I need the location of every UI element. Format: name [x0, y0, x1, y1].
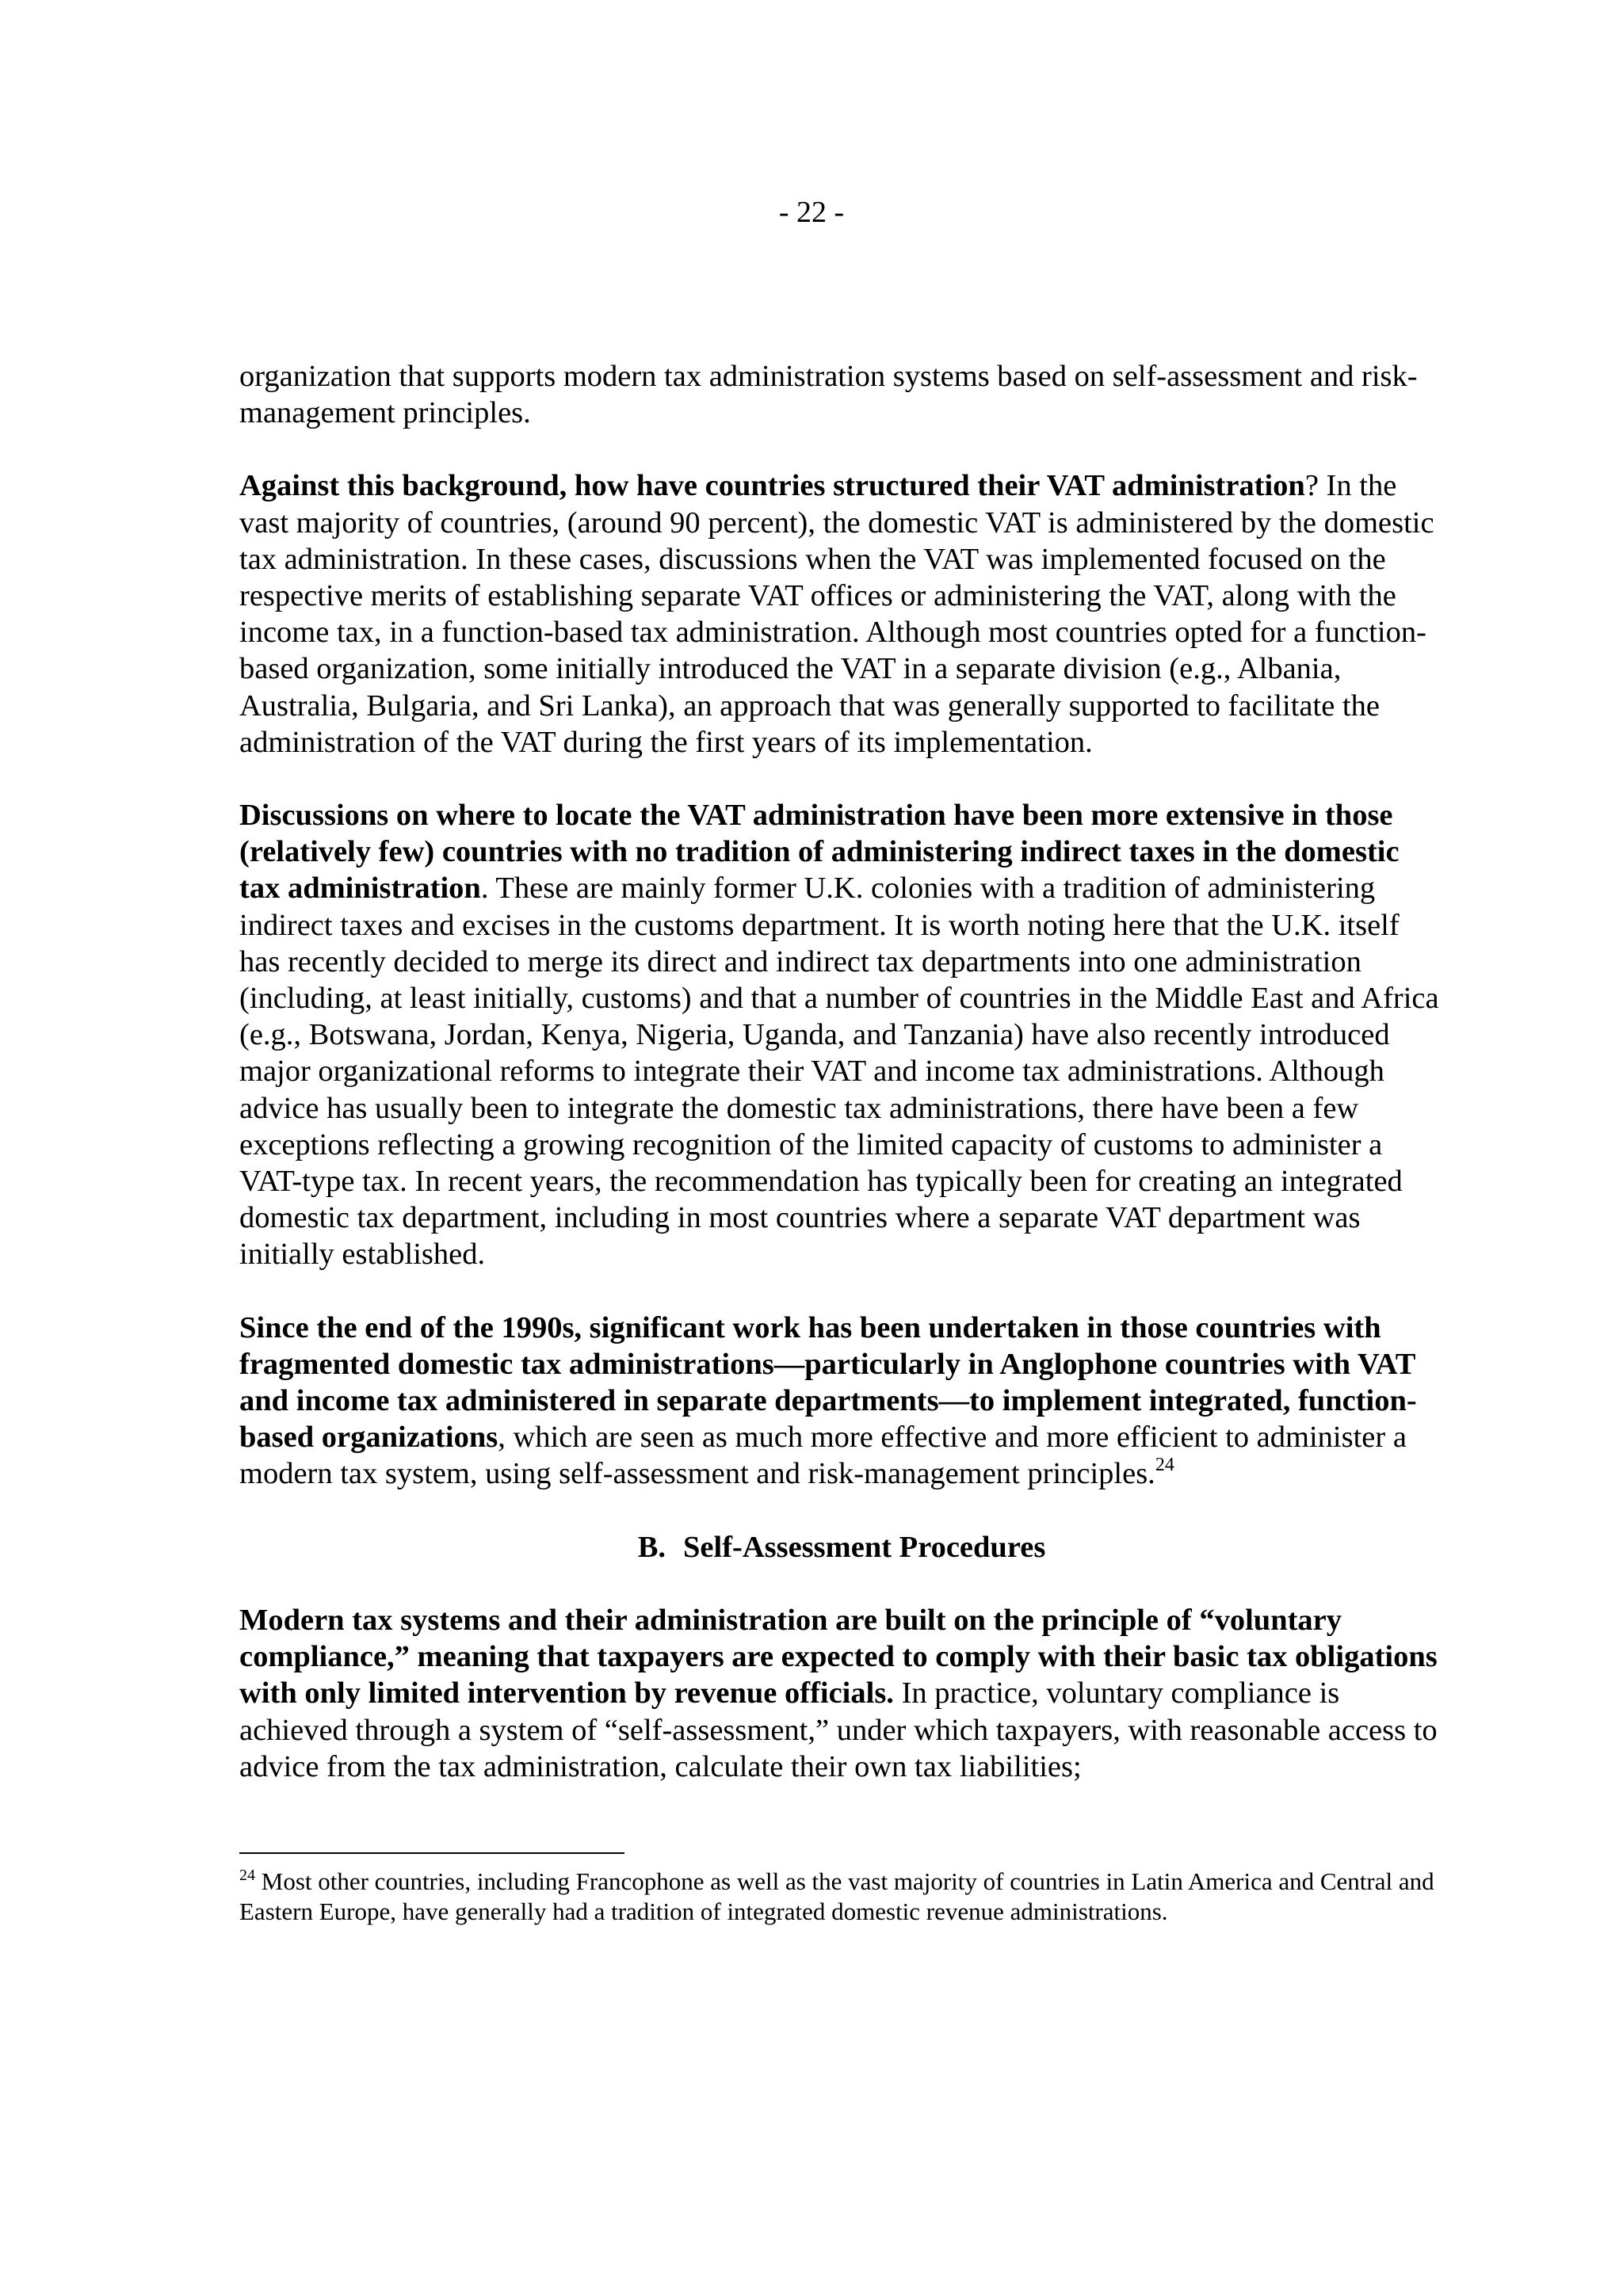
section-heading-b [239, 1529, 1444, 1566]
footnote-24 [239, 1867, 1444, 1927]
footnote-ref-24[interactable]: 24 [1155, 1455, 1174, 1476]
paragraph-3-text: . These are mainly former U.K. colonies with a tradition of administering indirect taxes and excises in the customs department. It is worth noting here that the U.K. itself has recently decided to merge its direct and indirect tax departments into one administration (including, at least initially, customs) and that a number of countries in the Middle East and Africa (e.g., Botswana, Jordan, Kenya, Nigeria, Uganda, and Tanzania) have also recently introduced major organizational reforms to integrate their VAT and income tax administrations. Although advice has usually been to integrate the domestic tax administrations, there have been a few exceptions reflecting a growing recognition of the limited capacity of customs to administer a VAT-type tax. In recent years, the recommendation has typically been for creating an integrated domestic tax department, including in most countries where a separate VAT department was initially established. [239, 871, 1439, 1272]
section-label: B. [637, 1530, 666, 1564]
footnote-text: Most other countries, including Francophone as well as the vast majority of countries in Latin America and Central and Eastern Europe, have generally had a tradition of integrated domestic revenue administrations. [239, 1867, 1434, 1925]
paragraph-2-bold-lead: Against this background, how have countries structured their VAT administration [239, 469, 1305, 503]
paragraph-4-bold-lead: Since the end of the 1990s, significant work has been undertaken in those countries with fragmented domestic tax administrations—particularly in Anglophone countries with VAT and income tax administered in separate departments—to implement integrated, function-based organizations [239, 1310, 1417, 1455]
footnote-divider [239, 1852, 624, 1854]
page-number: - 22 - [778, 196, 845, 229]
paragraph-3 [239, 797, 1444, 1273]
paragraph-5-bold-lead: Modern tax systems and their administration are built on the principle of “voluntary compliance,” meaning that taxpayers are expected to comply with their basic tax obligations with only limited intervention by revenue officials. [239, 1603, 1438, 1711]
paragraph-2-text: ? In the vast majority of countries, (around 90 percent), the domestic VAT is administered by the domestic tax administration. In these cases, discussions when the VAT was implemented focused on the respective merits of establishing separate VAT offices or administering the VAT, along with the income tax, in a function-based tax administration. Although most countries opted for a function-based organization, some initially introduced the VAT in a separate division (e.g., Albania, Australia, Bulgaria, and Sri Lanka), an approach that was generally supported to facilitate the administration of the VAT during the first years of its implementation. [239, 469, 1434, 759]
paragraph-2 [239, 467, 1444, 761]
paragraph-1-text: organization that supports modern tax administration systems based on self-assessment and risk-management principles. [239, 360, 1418, 430]
paragraph-3-bold-lead: Discussions on where to locate the VAT administration have been more extensive in those (relatively few) countries with no tradition of administering indirect taxes in the domestic tax administration [239, 799, 1400, 906]
section-title: Self-Assessment Procedures [683, 1530, 1046, 1564]
main-text [239, 358, 1444, 1821]
footnote-number: 24 [239, 1867, 255, 1884]
paragraph-5 [239, 1602, 1444, 1785]
paragraph-5-text: In practice, voluntary compliance is achieved through a system of “self-assessment,” under which taxpayers, with reasonable access to advice from the tax administration, calculate their own tax liabilities; [239, 1676, 1438, 1783]
paragraph-4-text: , which are seen as much more effective and more efficient to administer a modern tax system, using self-assessment and risk-management principles. [239, 1421, 1407, 1491]
paragraph-4 [239, 1310, 1444, 1493]
paragraph-1 [239, 358, 1444, 431]
